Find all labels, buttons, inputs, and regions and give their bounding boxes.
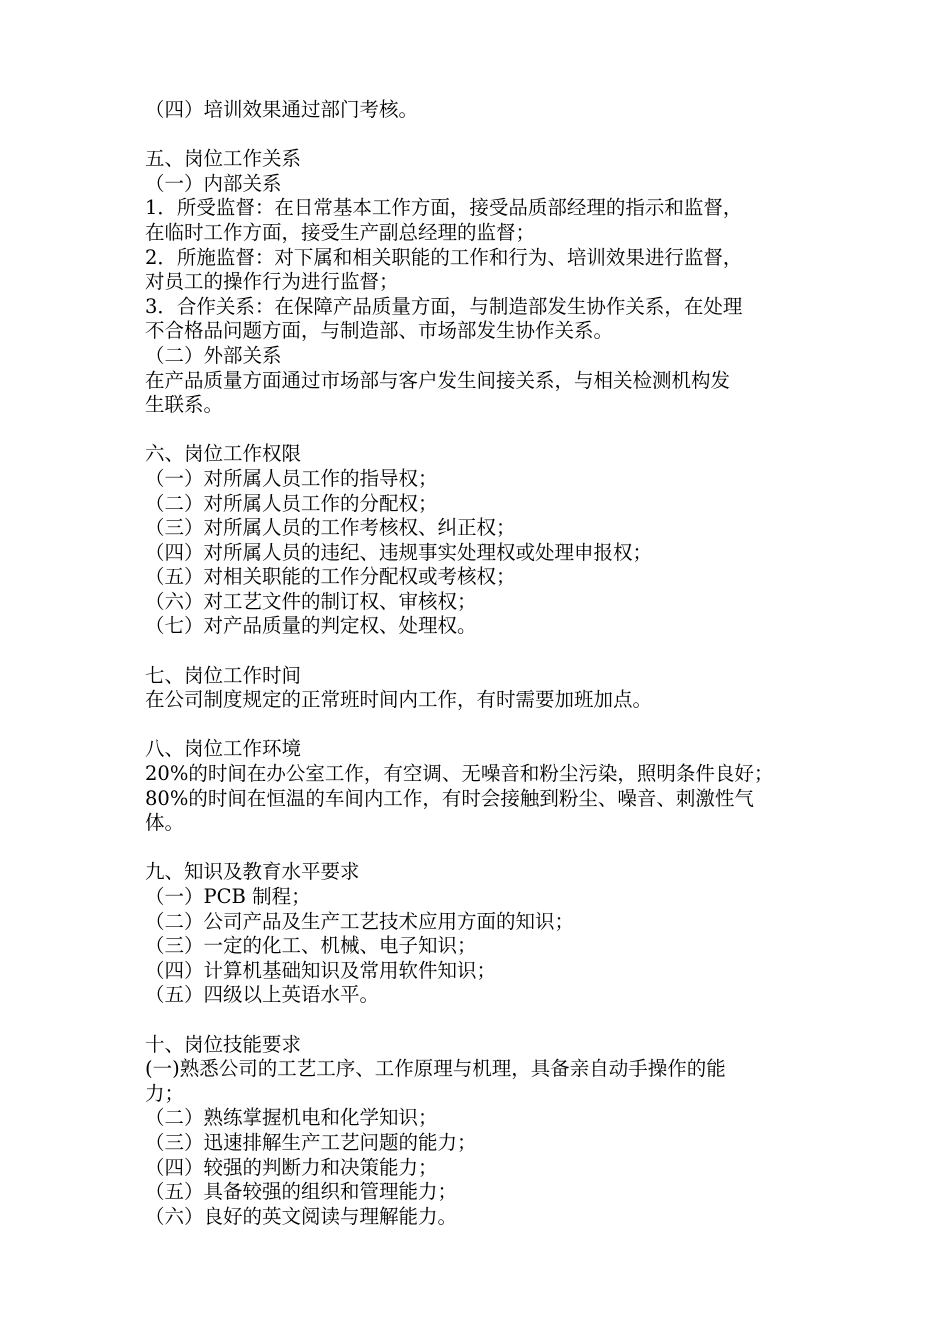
section-work-environment [145, 737, 825, 835]
text-line: 对员工的操作行为进行监督； [145, 270, 399, 294]
text-line: 不合格品问题方面，与制造部、市场部发生协作关系。 [145, 319, 614, 343]
list-item: （三）迅速排解生产工艺问题的能力； [145, 1130, 477, 1154]
paragraph-gap [145, 123, 825, 148]
list-item: (一)熟悉公司的工艺工序、工作原理与机理，具备亲自动手操作的能 [145, 1057, 726, 1081]
paragraph-gap [145, 836, 825, 861]
section-work-time [145, 664, 825, 713]
section-title: 十、岗位技能要求 [145, 1032, 302, 1056]
section-training-tail [145, 98, 825, 123]
list-item: （四）对所属人员的违纪、违规事实处理权或处理申报权； [145, 540, 653, 564]
section-work-authority [145, 442, 825, 639]
section-title: 八、岗位工作环境 [145, 737, 302, 761]
document-page [145, 98, 825, 1229]
text-line: 1．所受监督：在日常基本工作方面，接受品质部经理的指示和监督， [145, 196, 743, 220]
section-work-relations [145, 147, 825, 418]
list-item: （五）具备较强的组织和管理能力； [145, 1180, 458, 1204]
text-line: 生联系。 [145, 393, 224, 417]
section-title: 六、岗位工作权限 [145, 442, 302, 466]
list-item: （四）计算机基础知识及常用软件知识； [145, 958, 497, 982]
list-item: （六）良好的英文阅读与理解能力。 [145, 1204, 458, 1228]
section-knowledge-requirements [145, 860, 825, 1008]
list-item: （二）公司产品及生产工艺技术应用方面的知识； [145, 909, 575, 933]
list-item: （二）熟练掌握机电和化学知识； [145, 1106, 438, 1130]
paragraph-gap [145, 713, 825, 738]
text-line: 20%的时间在办公室工作，有空调、无噪音和粉尘污染，照明条件良好； [145, 762, 774, 786]
text-line: （一）内部关系 [145, 171, 282, 195]
paragraph-gap [145, 639, 825, 664]
text-line: 3．合作关系：在保障产品质量方面，与制造部发生协作关系，在处理 [145, 294, 743, 318]
text-line: （二）外部关系 [145, 343, 282, 367]
list-item: （三）一定的化工、机械、电子知识； [145, 934, 477, 958]
list-item: （二）对所属人员工作的分配权； [145, 491, 438, 515]
list-item: （六）对工艺文件的制订权、审核权； [145, 589, 477, 613]
section-title: 九、知识及教育水平要求 [145, 860, 360, 884]
text-line: 在公司制度规定的正常班时间内工作，有时需要加班加点。 [145, 688, 653, 712]
text-line: 在产品质量方面通过市场部与客户发生间接关系，与相关检测机构发 [145, 368, 731, 392]
text-line: 在临时工作方面，接受生产副总经理的监督； [145, 220, 536, 244]
paragraph-gap [145, 1008, 825, 1033]
list-item: （三）对所属人员的工作考核权、纠正权； [145, 516, 516, 540]
text-line: 2．所施监督：对下属和相关职能的工作和行为、培训效果进行监督， [145, 245, 743, 269]
list-item: （五）四级以上英语水平。 [145, 983, 380, 1007]
paragraph-gap [145, 418, 825, 443]
section-skill-requirements [145, 1033, 825, 1230]
section-title: 七、岗位工作时间 [145, 663, 302, 687]
text-line: 80%的时间在恒温的车间内工作，有时会接触到粉尘、噪音、刺激性气 [145, 786, 754, 810]
list-item: （一）PCB 制程； [145, 885, 311, 908]
section-title: 五、岗位工作关系 [145, 147, 302, 171]
text-line: （四）培训效果通过部门考核。 [145, 98, 419, 121]
list-item: （一）对所属人员工作的指导权； [145, 466, 438, 490]
list-item: （七）对产品质量的判定权、处理权。 [145, 614, 477, 638]
list-item: （四）较强的判断力和决策能力； [145, 1155, 438, 1179]
text-line: 体。 [145, 811, 185, 835]
list-item: 力； [145, 1081, 185, 1105]
list-item: （五）对相关职能的工作分配权或考核权； [145, 565, 516, 589]
